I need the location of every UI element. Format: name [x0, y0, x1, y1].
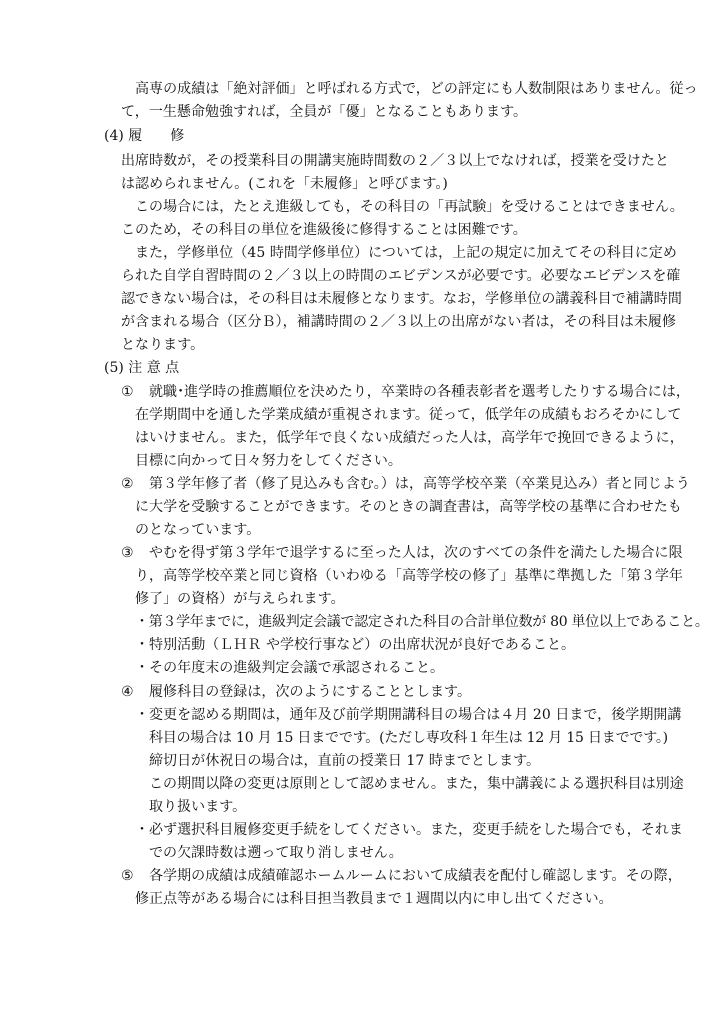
item-3-bullet-2: ・特別活動（ＬＨＲ や学校行事など）の出席状況が良好であること。	[135, 637, 576, 653]
item-1-line-2: 在学期間中を通した学業成績が重視されます。従って，低学年の成績もおろそかにして	[135, 407, 682, 423]
item-1-line-3: はいけません。また，低学年で良くない成績だった人は，高学年で挽回できるように，	[135, 430, 684, 446]
item-4-bullet-2-line-1: ・必ず選択科目履修変更手続をしてください。また，変更手続をした場合でも，それま	[135, 822, 683, 838]
item-3-bullet-3: ・その年度末の進級判定会議で承認されること。	[135, 660, 445, 676]
intro-line-2: て，一生懸命勉強すれば，全員が「優」となることもあります。	[121, 104, 528, 120]
item-3-marker: ③	[121, 545, 134, 561]
item-2-line-3: のとなっています。	[135, 522, 261, 538]
item-1-marker: ①	[121, 384, 134, 400]
s4-p3-line-2: られた自学自習時間の２／３以上の時間のエビデンスが必要です。必要なエビデンスを確	[121, 268, 681, 284]
s4-p3-line-3: 認できない場合は，その科目は未履修となります。なお，学修単位の講義科目で補講時間	[121, 291, 682, 307]
item-4-bullet-1-line-5: 取り扱います。	[149, 799, 247, 815]
item-2-marker: ②	[121, 476, 134, 492]
item-3-line-1: やむを得ず第３学年で退学するに至った人は，次のすべての条件を満たした場合に限	[149, 545, 683, 561]
item-4-bullet-1-line-3: 締切日が休祝日の場合は，直前の授業日 17 時までとします。	[149, 753, 541, 769]
item-3-line-2: り，高等学校卒業と同じ資格（いわゆる「高等学校の修了」基準に準拠した「第３学年	[135, 568, 683, 584]
section-5-heading: (5) 注 意 点	[104, 360, 180, 376]
item-1-line-1: 就職･進学時の推薦順位を決めたり，卒業時の各種表彰者を選考したりする場合には，	[149, 384, 690, 400]
item-3-bullet-1: ・第３学年までに，進級判定会議で認定された科目の合計単位数が 80 単位以上であること。	[135, 614, 709, 630]
s4-p3-line-4: が含まれる場合（区分Ｂ），補講時間の２／３以上の出席がない者は，その科目は未履修	[121, 314, 676, 330]
s4-p1-line-2: は認められません。(これを「未履修」と呼びます。)	[121, 176, 448, 192]
item-5-marker: ⑤	[121, 868, 134, 884]
item-4-marker: ④	[121, 684, 134, 700]
s4-p2-line-2: このため，その科目の単位を進級後に修得することは困難です。	[121, 222, 527, 238]
item-2-line-2: に大学を受験することができます。そのときの調査書は，高等学校の基準に合わせたも	[135, 499, 682, 515]
item-1-line-4: 目標に向かって日々努力をしてください。	[135, 453, 402, 469]
item-4-bullet-1-line-1: ・変更を認める期間は，通年及び前学期開講科目の場合は４月 20 日まで，後学期開講	[135, 707, 682, 723]
item-4-bullet-1-line-2: 科目の場合は 10 月 15 日までです。(ただし専攻科１年生は 12 月 15 日までです。)	[149, 730, 668, 746]
item-2-line-1: 第３学年修了者（修了見込みも含む。）は，高等学校卒業（卒業見込み）者と同じよう	[149, 476, 690, 492]
s4-p3-line-5: となります。	[121, 337, 205, 353]
item-5-line-1: 各学期の成績は成績確認ホームルームにおいて成績表を配付し確認します。その際，	[149, 868, 682, 884]
item-3-line-3: 修了」の資格）が与えられます。	[135, 591, 345, 607]
item-5-line-2: 修正点等がある場合には科目担当教員まで１週間以内に申し出てください。	[135, 891, 613, 907]
s4-p3-line-1: また，学修単位（45 時間学修単位）については，上記の規定に加えてその科目に定め	[135, 245, 677, 261]
s4-p2-line-1: この場合には，たとえ進級しても，その科目の「再試験」を受けることはできません。	[135, 199, 684, 215]
item-4-bullet-1-line-4: この期間以降の変更は原則として認めません。また，集中講義による選択科目は別途	[149, 776, 684, 792]
intro-line-1: 高専の成績は「絶対評価」と呼ばれる方式で，どの評定にも人数制限はありません。従っ	[135, 81, 698, 97]
s4-p1-line-1: 出席時数が，その授業科目の開講実施時間数の２／３以上でなければ，授業を受けたと	[121, 153, 669, 169]
section-4-heading: (4) 履 修	[104, 128, 185, 144]
item-4-line-1: 履修科目の登録は，次のようにすることとします。	[149, 684, 472, 700]
item-4-bullet-2-line-2: での欠課時数は遡って取り消しません。	[149, 845, 403, 861]
